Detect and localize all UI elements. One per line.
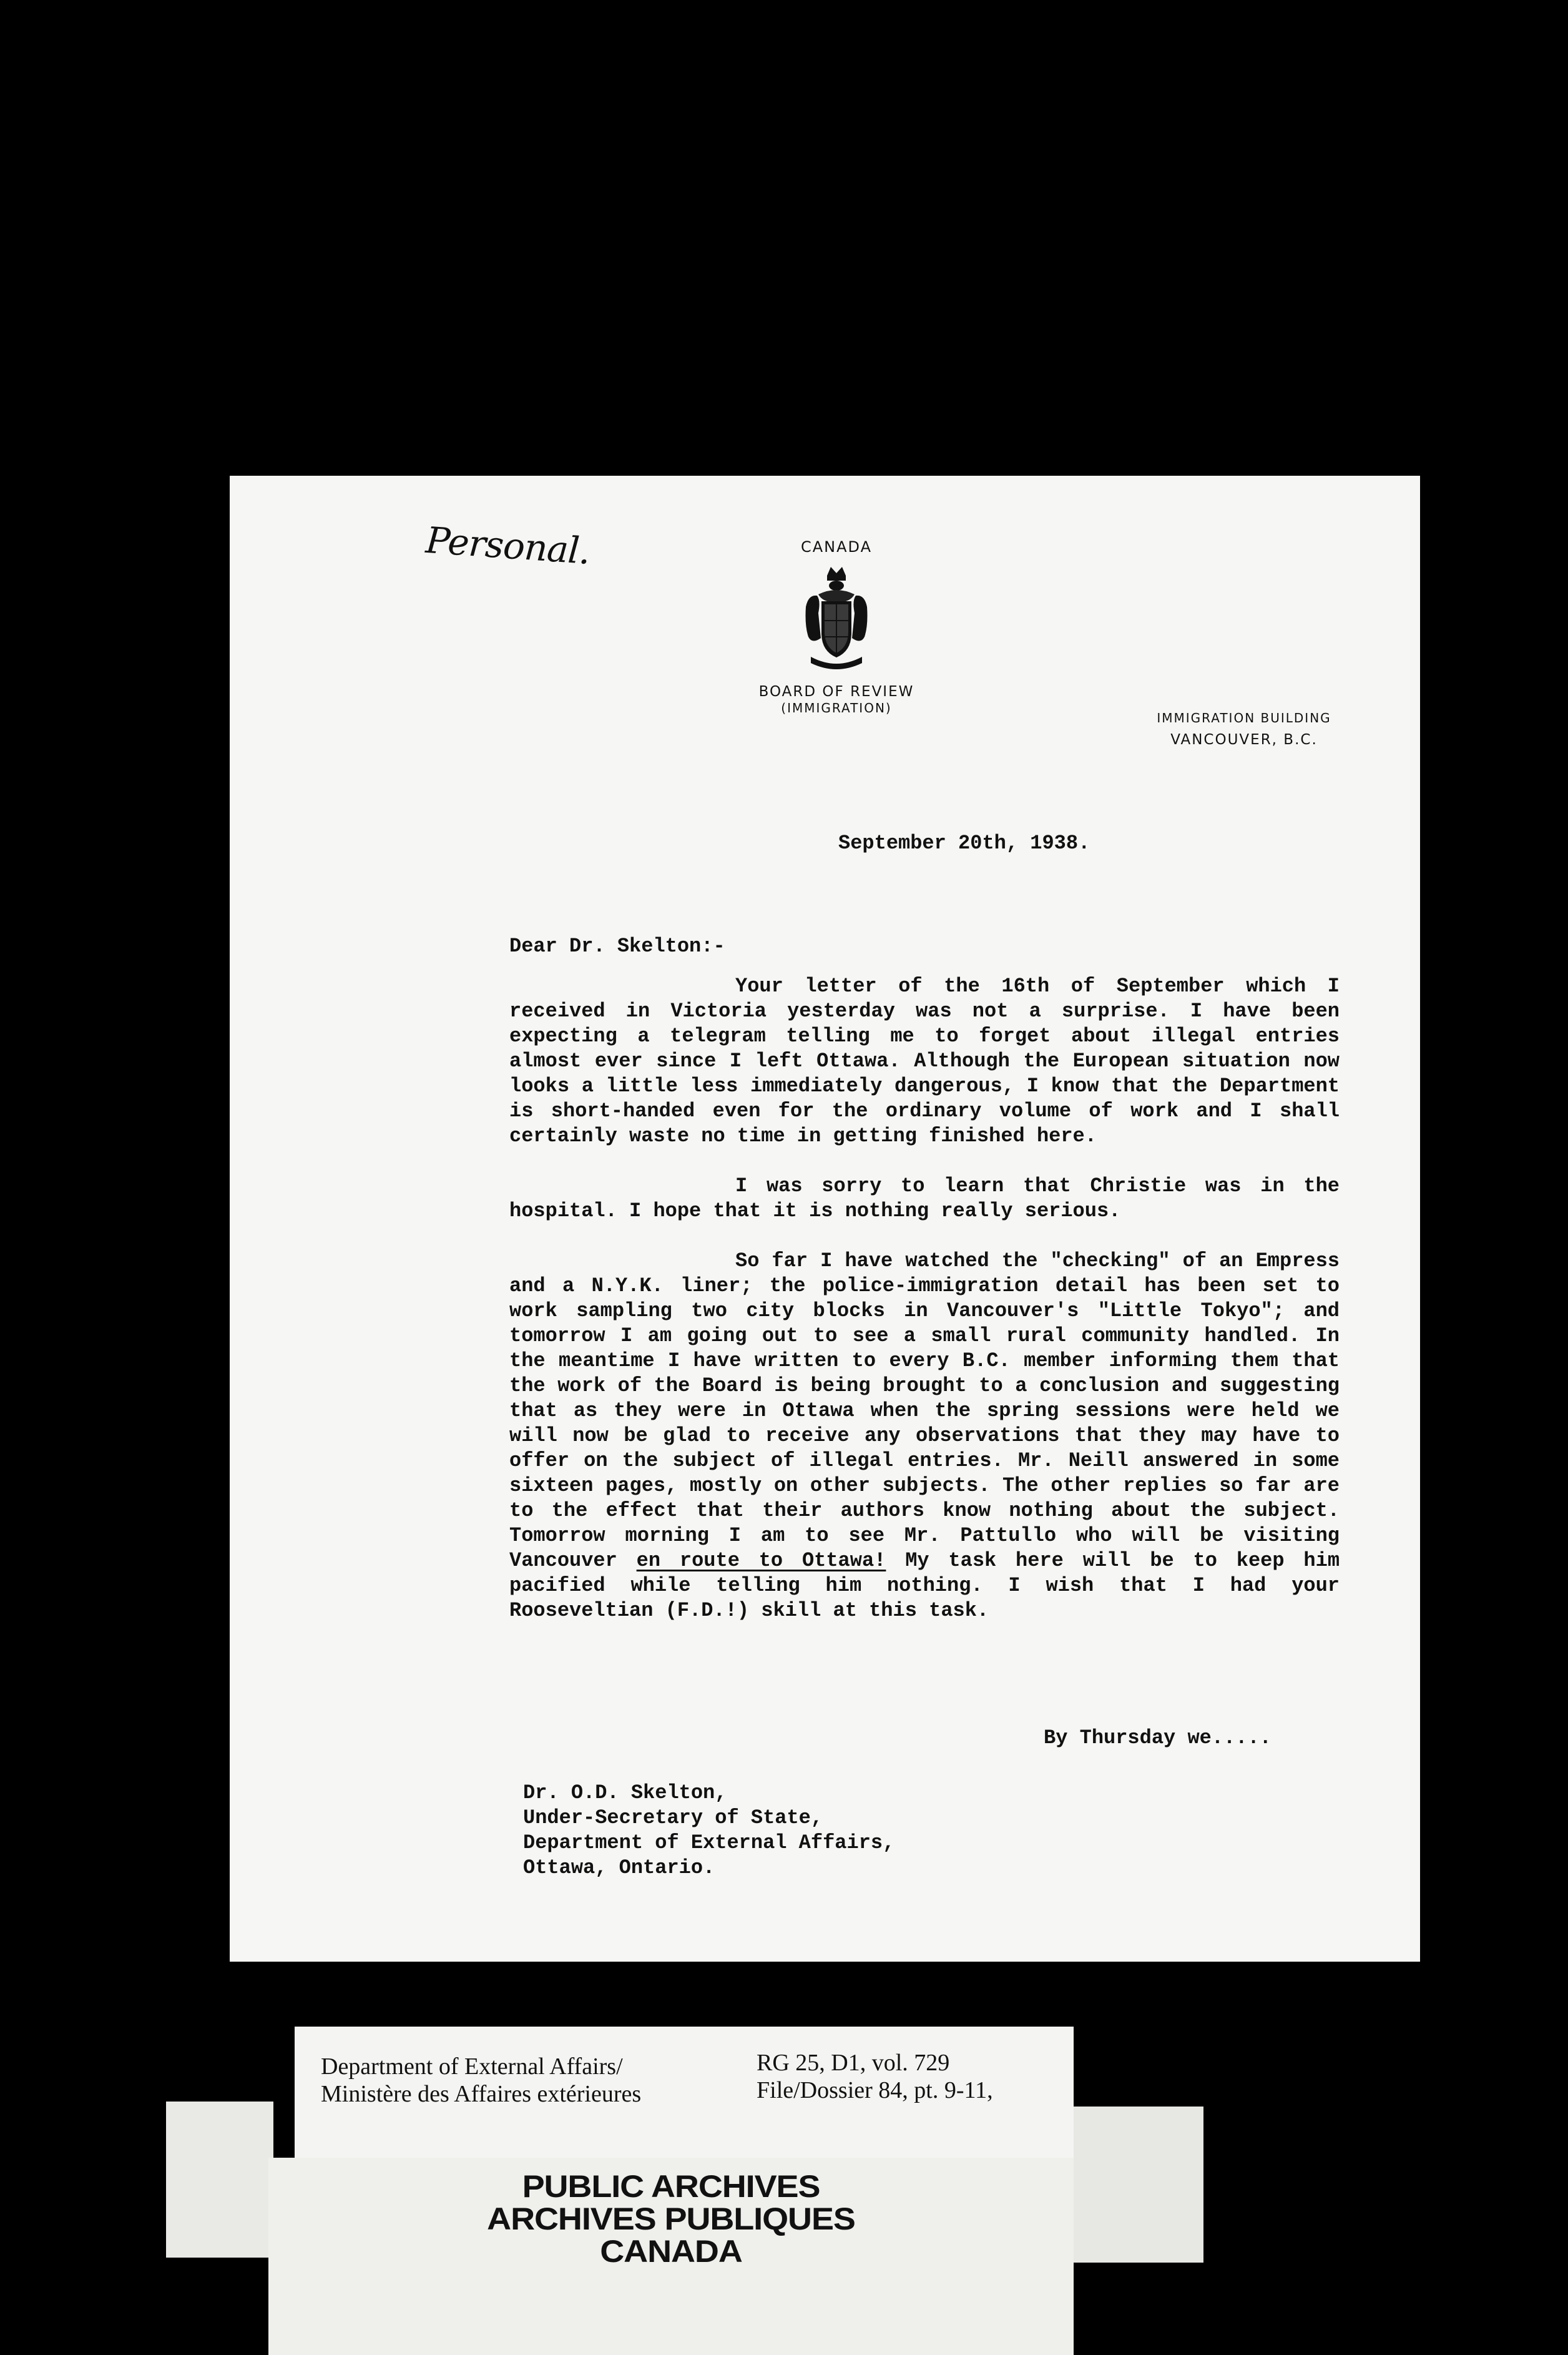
stamp-line: PUBLIC ARCHIVES	[522, 2169, 820, 2204]
stamp-line: ARCHIVES PUBLIQUES	[487, 2201, 855, 2236]
handwritten-note: Personal.	[424, 518, 592, 573]
archives-stamp	[268, 2158, 1074, 2355]
letterhead-center	[637, 538, 1036, 715]
body-paragraph: Your letter of the 16th of September which I received in Victoria yesterday was not a surprise. I have been expecting a telegram telling me to forget about illegal entries almost ever since I left Ottawa. Although the European situation now looks a little less immediately dangerous, I know that the Department is short-handed even for the ordinary volume of work and I shall certainly waste no time in getting finished here.	[509, 975, 1352, 1148]
department-fr: Ministère des Affaires extérieures	[321, 2081, 642, 2107]
letterhead-building: IMMIGRATION BUILDING	[1157, 710, 1331, 725]
address-line: Department of External Affairs,	[523, 1831, 895, 1854]
letterhead-address	[1113, 710, 1375, 748]
label-reference	[757, 2049, 993, 2104]
letter-page	[230, 476, 1420, 1962]
letter-salutation: Dear Dr. Skelton:-	[509, 935, 725, 958]
paragraph-text: So far I have watched the "checking" of an Empress and a N.Y.K. liner; the police-immigration detail has been set to work sampling two city blocks in Vancouver's "Little Tokyo"; and tomorrow I am going out to see a small rural community handled. In the meantime I have written to every B.C. member informing them that the work of the Board is being brought to a conclusion and suggesting that as they were in Ottawa when the spring sessions were held we will now be glad to receive any observations that they may have to offer on the subject of illegal entries. Mr. Neill answered in some sixteen pages, mostly on other subjects. The other replies so far are to the effect that their authors know nothing about the subject. Tomorrow morning I am to see Mr. Pattullo who will be visiting Vancouver	[509, 1249, 1352, 1572]
address-line: Dr. O.D. Skelton,	[523, 1781, 727, 1804]
letter-body	[509, 974, 1352, 1648]
letter-date: September 20th, 1938.	[838, 832, 1090, 855]
recipient-address	[523, 1781, 894, 1881]
record-group: RG 25, D1, vol. 729	[757, 2050, 950, 2076]
stamp-line: CANADA	[600, 2234, 742, 2269]
letterhead-board: BOARD OF REVIEW	[758, 684, 914, 700]
letter-closing: By Thursday we.....	[1044, 1726, 1272, 1749]
letterhead-board-sub: (IMMIGRATION)	[781, 701, 892, 715]
address-line: Under-Secretary of State,	[523, 1806, 823, 1829]
body-paragraph	[509, 1249, 1352, 1623]
department-en: Department of External Affairs/	[321, 2053, 623, 2080]
underlined-text: en route to Ottawa!	[636, 1549, 886, 1572]
archive-label	[295, 2027, 1074, 2164]
letterhead-country: CANADA	[800, 538, 873, 556]
file-number: File/Dossier 84, pt. 9-11,	[757, 2077, 993, 2103]
letterhead-city: VANCOUVER, B.C.	[1170, 732, 1318, 748]
address-line: Ottawa, Ontario.	[523, 1856, 715, 1879]
label-department	[321, 2053, 641, 2108]
coat-of-arms-icon	[800, 563, 873, 676]
paragraph-text: My task here will be to keep him pacified while telling him nothing. I wish that I had your Rooseveltian (F.D.!) skill at this task.	[509, 1549, 1352, 1622]
body-paragraph: I was sorry to learn that Christie was in the hospital. I hope that it is nothing really serious.	[509, 1174, 1352, 1222]
